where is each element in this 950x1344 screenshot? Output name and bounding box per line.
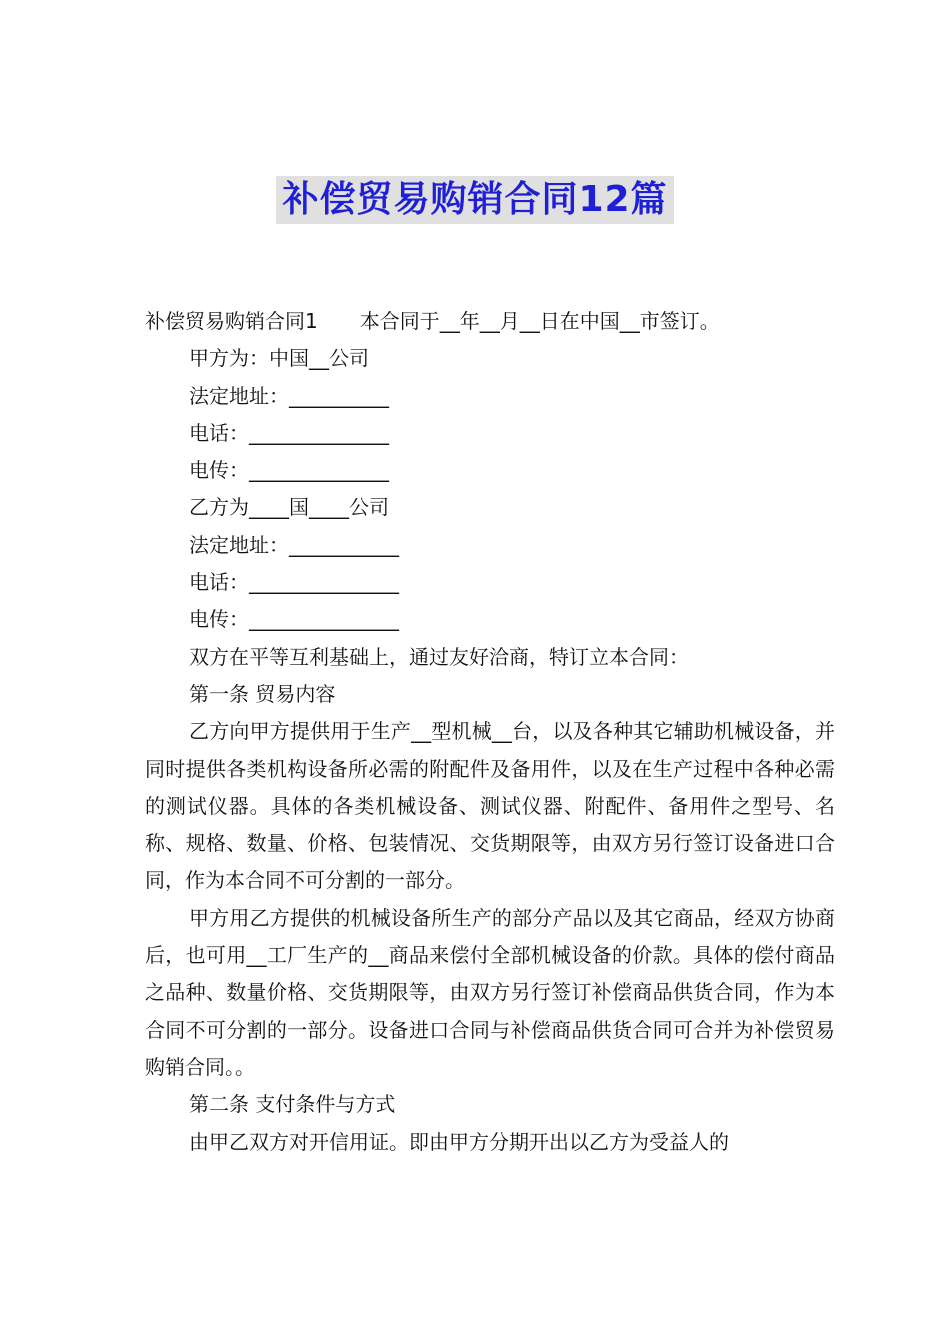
section-1-paragraph-1: 乙方向甲方提供用于生产__型机械__台，以及各种其它辅助机械设备，并同时提供各类机构设备所必需的附配件及备用件，以及在生产过程中各种必需的测试仪器。具体的各类机械设备、测试仪器、附配件、备用件之型号、名称、规格、数量、价格、包装情况、交货期限等，由双方另行签订设备进口合同，作为本合同不可分割的一部分。 (145, 719, 835, 893)
section-2-heading: 第二条 支付条件与方式 (189, 1092, 396, 1117)
party-a-fax: 电传：______________ (189, 458, 389, 483)
contract-heading-label: 补偿贸易购销合同1 (145, 309, 318, 333)
document-body (145, 303, 835, 1161)
section-1-paragraph-2: 甲方用乙方提供的机械设备所生产的部分产品以及其它商品，经双方协商后，也可用__工厂生产的__商品来偿付全部机械设备的价款。具体的偿付商品之品种、数量价格、交货期限等，由双方另行签订补偿商品供货合同，作为本合同不可分割的一部分。设备进口合同与补偿商品供货合同可合并为补偿贸易购销合同。。 (145, 905, 835, 1079)
party-a-address: 法定地址：__________ (189, 383, 389, 408)
section-2-paragraph-1: 由甲乙双方对开信用证。即由甲方分期开出以乙方为受益人的 (189, 1129, 729, 1154)
preamble-line: 双方在平等互利基础上，通过友好洽商，特订立本合同： (189, 644, 689, 669)
section-1-heading: 第一条 贸易内容 (189, 681, 336, 706)
contract-heading-text: 本合同于__年__月__日在中国__市签订。 (359, 309, 720, 333)
title-container (0, 176, 950, 224)
party-a-phone: 电话：______________ (189, 420, 389, 445)
party-b-fax: 电传：_______________ (189, 607, 399, 632)
party-a-name: 甲方为：中国__公司 (189, 346, 369, 371)
party-b-phone: 电话：_______________ (189, 570, 399, 595)
document-title: 补偿贸易购销合同12篇 (276, 176, 673, 224)
contract-heading-line (145, 303, 835, 340)
party-b-name: 乙方为____国____公司 (189, 495, 389, 520)
party-b-address: 法定地址：___________ (189, 532, 399, 557)
